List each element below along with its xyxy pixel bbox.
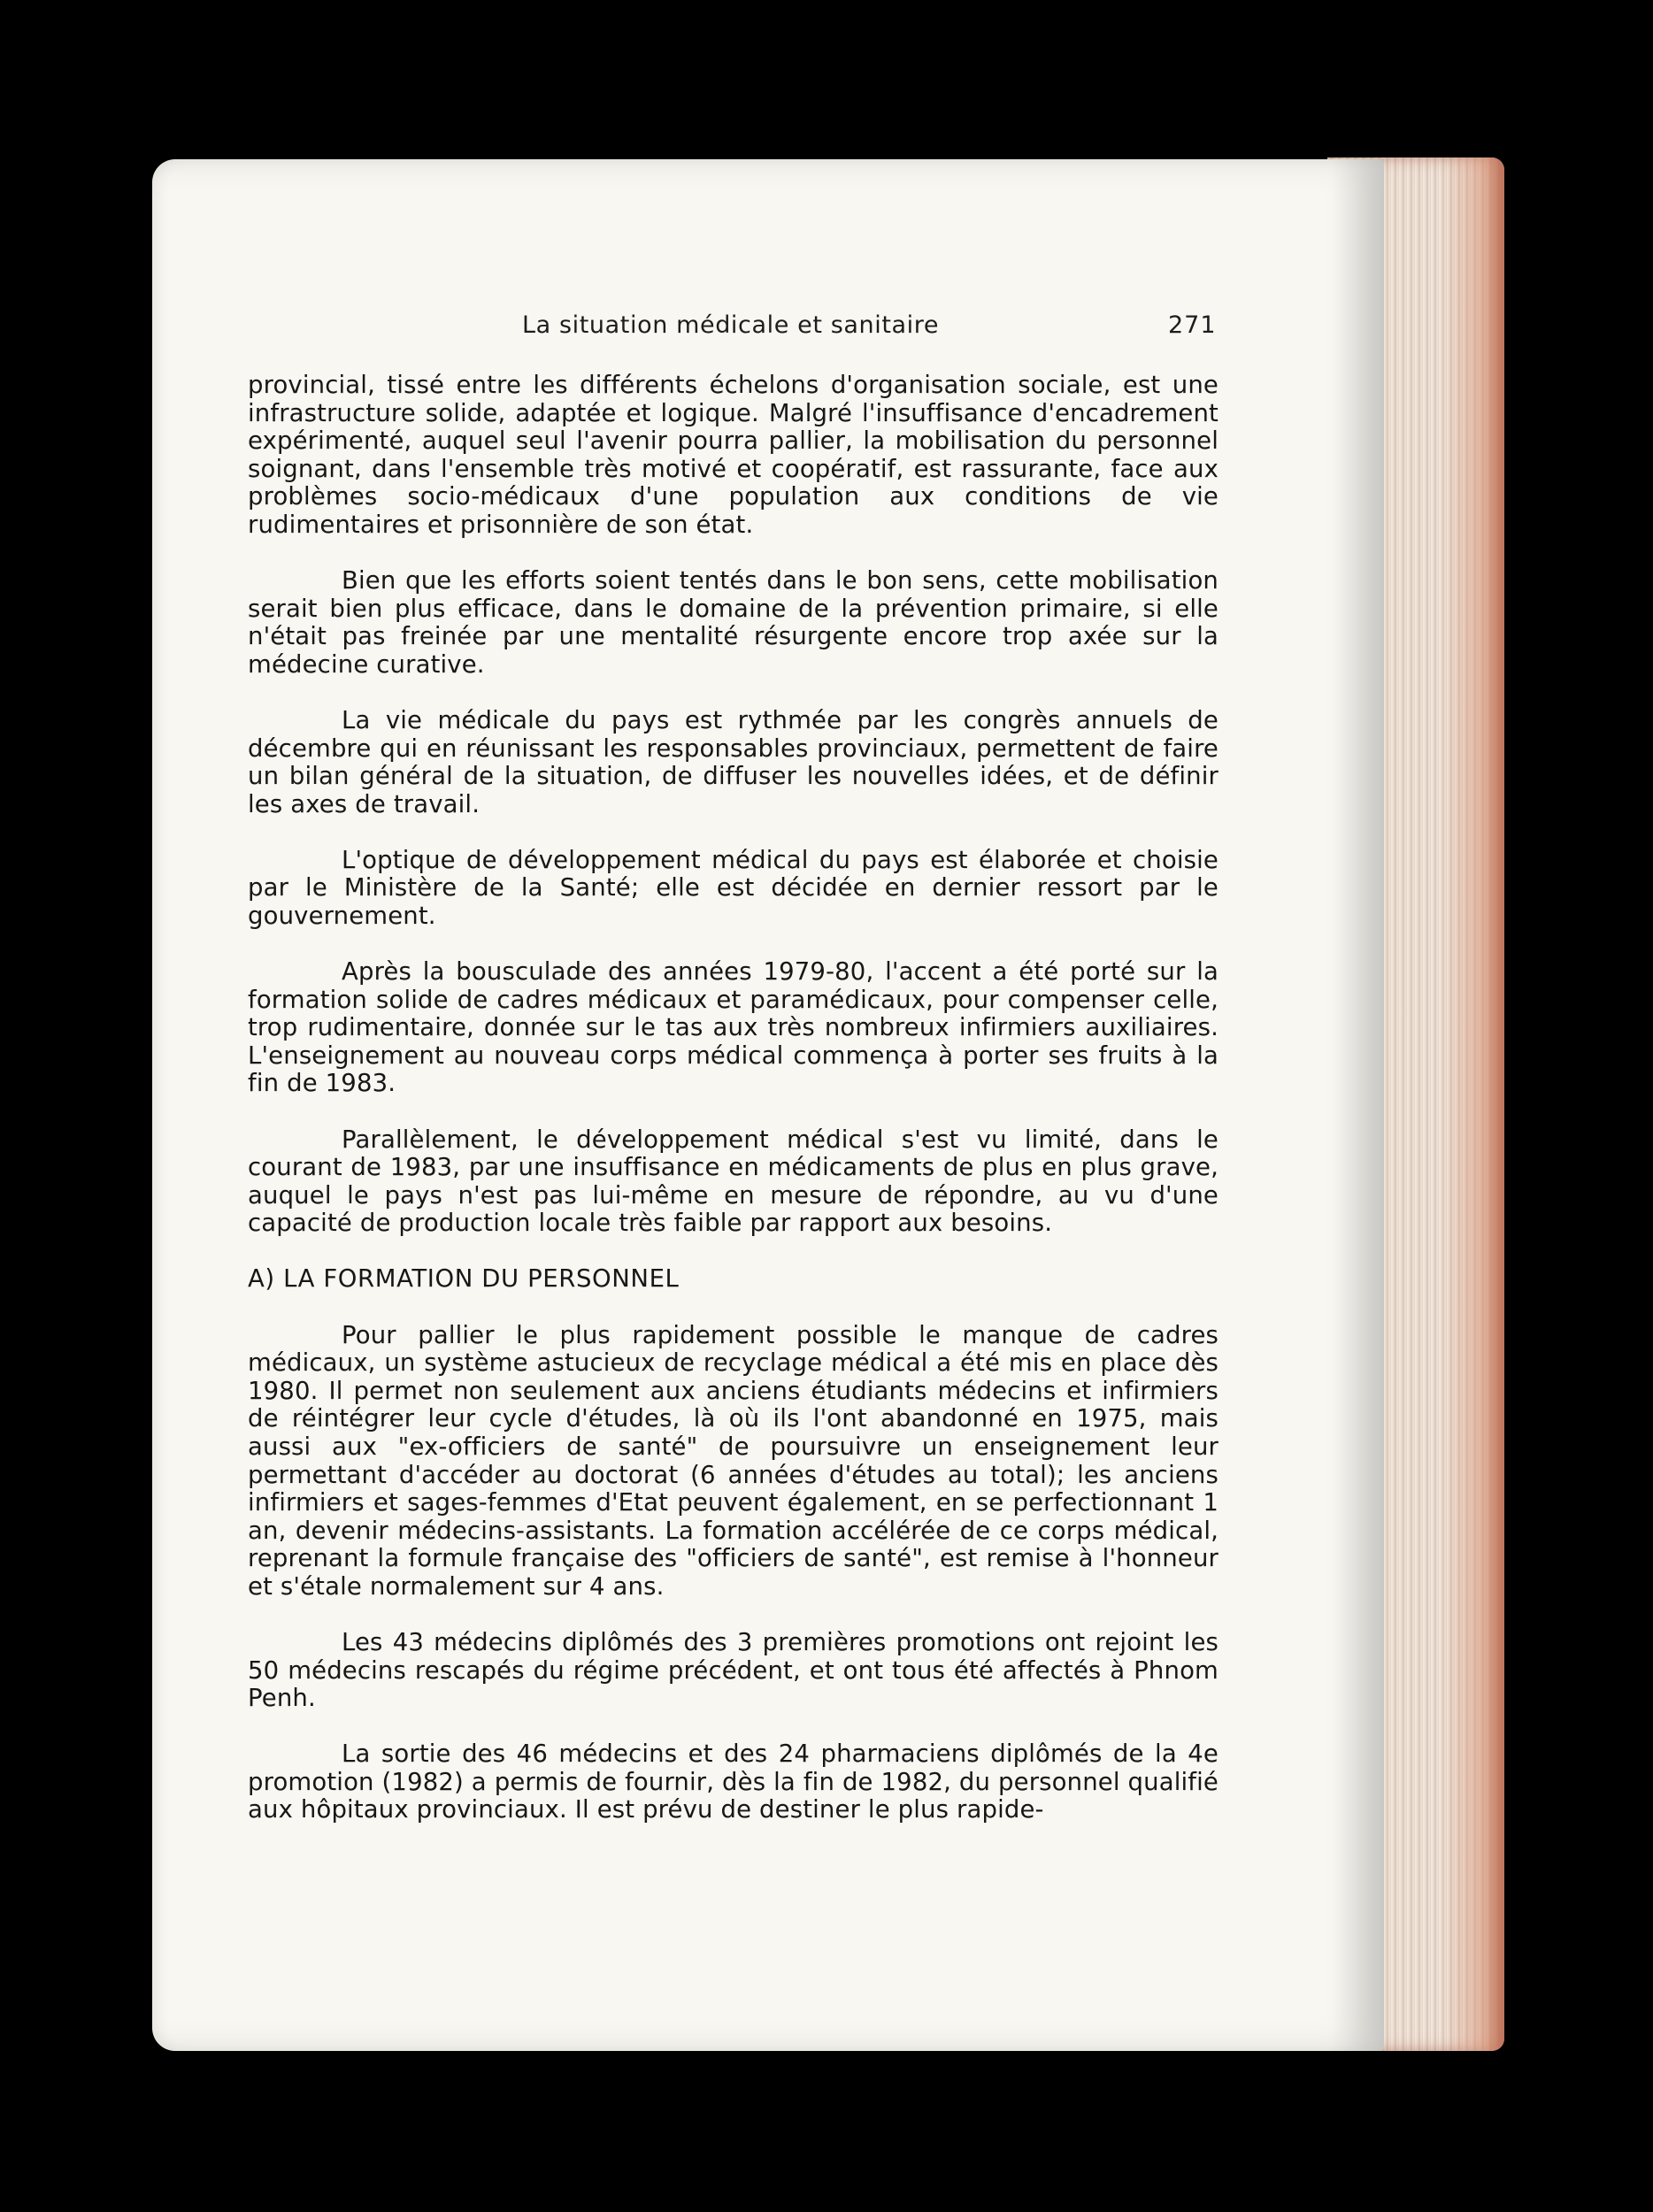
section-heading: A) LA FORMATION DU PERSONNEL xyxy=(248,1264,680,1294)
paragraph: Parallèlement, le développement médical s'est vu limité, dans le courant de 1983, par une insuffisance en médicaments de plus en plus grave, auquel le pays n'est pas lui-même en mesure de répondre, au vu d'une capacité de production locale très faible par rapport aux besoins. xyxy=(248,1125,1219,1238)
paragraph: Les 43 médecins diplômés des 3 premières promotions ont rejoint les 50 médecins rescapés du régime précédent, et ont tous été affectés à Phnom Penh. xyxy=(248,1627,1219,1713)
body-text xyxy=(248,372,1219,1853)
paragraph-continued: provincial, tissé entre les différents échelons d'organisation sociale, est une infrastructure solide, adaptée et logique. Malgré l'insuffisance d'encadrement expérimenté, auquel seul l'avenir pourra pallier, la mobilisation du personnel soignant, dans l'ensemble très motivé et coopératif, est rassurante, face aux problèmes socio-médicaux d'une population aux conditions de vie rudimentaires et prisonnière de son état. xyxy=(248,371,1219,539)
paragraph: L'optique de développement médical du pays est élaborée et choisie par le Ministère de la Santé; elle est décidée en dernier ressort par le gouvernement. xyxy=(248,845,1219,930)
paragraph: Bien que les efforts soient tentés dans le bon sens, cette mobilisation serait bien plus efficace, dans le domaine de la prévention primaire, si elle n'était pas freinée par une mentalité résurgente encore trop axée sur la médecine curative. xyxy=(248,566,1219,679)
paragraph: Pour pallier le plus rapidement possible le manque de cadres médicaux, un système astucieux de recyclage médical a été mis en place dès 1980. Il permet non seulement aux anciens étudiants médecins et infirmiers de réintégrer leur cycle d'études, là où ils l'ont abandonné en 1975, mais aussi aux "ex-officiers de santé" de poursuivre un enseignement leur permettant d'accéder au doctorat (6 années d'études au total); les anciens infirmiers et sages-femmes d'Etat peuvent également, en se perfectionnant 1 an, devenir médecins-assistants. La formation accélérée de ce corps médical, reprenant la formule française des "officiers de santé", est remise à l'honneur et s'étale normalement sur 4 ans. xyxy=(248,1320,1219,1601)
page-shadow xyxy=(1331,159,1384,2051)
running-head xyxy=(152,306,1384,359)
page-number: 271 xyxy=(1168,311,1217,339)
paragraph: La sortie des 46 médecins et des 24 pharmaciens diplômés de la 4e promotion (1982) a permis de fournir, dès la fin de 1982, du personnel qualifié aux hôpitaux provinciaux. Il est prévu de destiner le plus rapide- xyxy=(248,1740,1219,1824)
paragraph: Après la bousculade des années 1979-80, l'accent a été porté sur la formation solide de cadres médicaux et paramédicaux, pour compenser celle, trop rudimentaire, donnée sur le tas aux très nombreux infirmiers auxiliaires. L'enseignement au nouveau corps médical commença à porter ses fruits à la fin de 1983. xyxy=(248,957,1219,1098)
book-page xyxy=(152,159,1384,2051)
running-title: La situation médicale et sanitaire xyxy=(522,311,940,339)
paragraph: La vie médicale du pays est rythmée par les congrès annuels de décembre qui en réunissant les responsables provinciaux, permettent de faire un bilan général de la situation, de diffuser les nouvelles idées, et de définir les axes de travail. xyxy=(248,705,1219,818)
